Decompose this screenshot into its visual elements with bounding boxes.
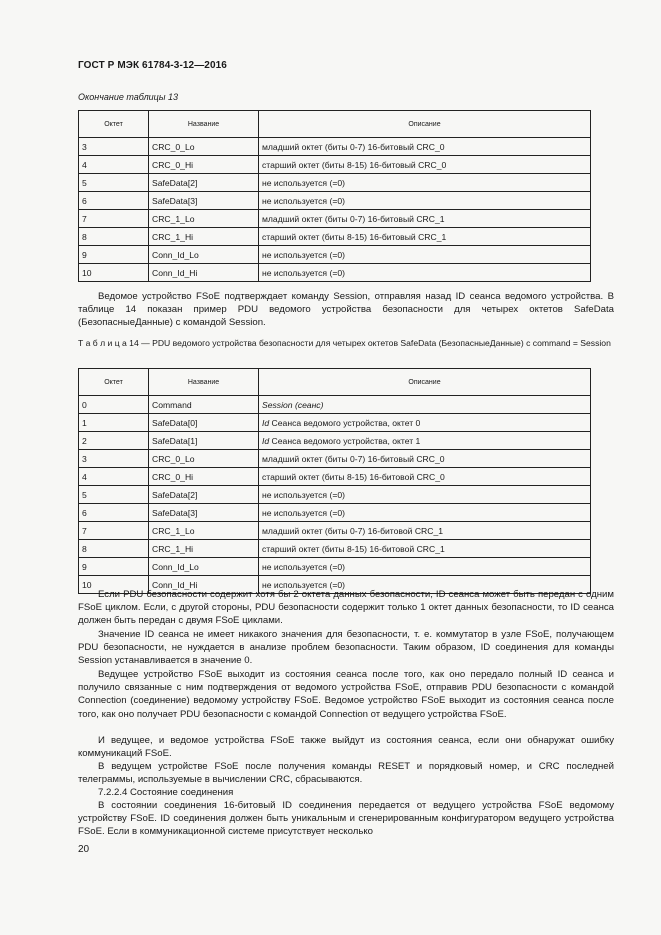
cell-name: CRC_1_Hi (149, 540, 259, 558)
table-row (79, 138, 591, 156)
cell-octet: 5 (79, 486, 149, 504)
document-header: ГОСТ Р МЭК 61784-3-12—2016 (78, 60, 227, 71)
cell-name: CRC_0_Hi (149, 156, 259, 174)
table-row (79, 450, 591, 468)
col-header-description: Описание (259, 111, 591, 138)
cell-octet: 7 (79, 522, 149, 540)
table-row (79, 558, 591, 576)
cell-octet: 8 (79, 540, 149, 558)
cell-description: старший октет (биты 8-15) 16-битовый CRC_1 (259, 228, 591, 246)
table-row (79, 156, 591, 174)
cell-description: не используется (=0) (259, 576, 591, 594)
table-row (79, 192, 591, 210)
cell-octet: 7 (79, 210, 149, 228)
cell-description: старший октет (биты 8-15) 16-битовый CRC_0 (259, 156, 591, 174)
cell-description: Id Сеанса ведомого устройства, октет 1 (259, 432, 591, 450)
cell-name: Command (149, 396, 259, 414)
col-header-name: Название (149, 369, 259, 396)
paragraph-reset: В ведущем устройстве FSoE после получения команды RESET и порядковый номер, и CRC последней телеграммы, используемые в вычислении CRC, сбрасываются. (78, 761, 614, 786)
cell-name: CRC_0_Hi (149, 468, 259, 486)
cell-description: не используется (=0) (259, 246, 591, 264)
table-header-row (79, 369, 591, 396)
cell-description: не используется (=0) (259, 174, 591, 192)
cell-description: не используется (=0) (259, 192, 591, 210)
cell-description: младший октет (биты 0-7) 16-битовый CRC_0 (259, 450, 591, 468)
cell-name: SafeData[0] (149, 414, 259, 432)
col-header-description: Описание (259, 369, 591, 396)
cell-name: CRC_0_Lo (149, 138, 259, 156)
cell-name: Conn_Id_Lo (149, 558, 259, 576)
table-row (79, 246, 591, 264)
col-header-name: Название (149, 111, 259, 138)
cell-name: SafeData[2] (149, 174, 259, 192)
cell-octet: 5 (79, 174, 149, 192)
cell-name: SafeData[1] (149, 432, 259, 450)
cell-name: Conn_Id_Hi (149, 576, 259, 594)
cell-name: CRC_1_Lo (149, 210, 259, 228)
table-row (79, 174, 591, 192)
cell-name: Conn_Id_Hi (149, 264, 259, 282)
cell-name: Conn_Id_Lo (149, 246, 259, 264)
cell-octet: 4 (79, 468, 149, 486)
table-13 (78, 110, 591, 282)
table13-caption: Окончание таблицы 13 (78, 92, 178, 102)
table-row (79, 540, 591, 558)
cell-name: CRC_0_Lo (149, 450, 259, 468)
table14-body (79, 396, 591, 594)
table-row (79, 468, 591, 486)
cell-octet: 2 (79, 432, 149, 450)
table13-body (79, 138, 591, 282)
col-header-octet: Октет (79, 369, 149, 396)
cell-description: не используется (=0) (259, 264, 591, 282)
cell-name: SafeData[3] (149, 192, 259, 210)
cell-octet: 6 (79, 192, 149, 210)
cell-octet: 9 (79, 558, 149, 576)
table-row (79, 264, 591, 282)
cell-description: Session (сеанс) (259, 396, 591, 414)
table-14 (78, 368, 591, 594)
cell-description: младший октет (биты 0-7) 16-битовый CRC_1 (259, 210, 591, 228)
section-heading: 7.2.2.4 Состояние соединения (98, 787, 234, 798)
cell-description: младший октет (биты 0-7) 16-битовый CRC_0 (259, 138, 591, 156)
cell-octet: 1 (79, 414, 149, 432)
cell-description: не используется (=0) (259, 486, 591, 504)
cell-name: CRC_1_Hi (149, 228, 259, 246)
cell-description: не используется (=0) (259, 558, 591, 576)
cell-description: Id Сеанса ведомого устройства, октет 0 (259, 414, 591, 432)
cell-description: старший октет (биты 8-15) 16-битовой CRC_1 (259, 540, 591, 558)
cell-name: SafeData[2] (149, 486, 259, 504)
table-row (79, 210, 591, 228)
cell-name: SafeData[3] (149, 504, 259, 522)
cell-octet: 6 (79, 504, 149, 522)
paragraph-comm-error: И ведущее, и ведомое устройства FSoE также выйдут из состояния сеанса, если они обнаружат ошибку коммуникаций FSoE. (78, 735, 614, 760)
paragraph-session-id-cycles: Если PDU безопасности содержит хотя бы 2 октета данных безопасности, ID сеанса может быть передан с одним FSoE циклом. Если, с другой стороны, PDU безопасности содержит только 1 октет данных безопасности, то ID сеанса должен быть передан с двумя FSoE циклами. (78, 589, 614, 627)
cell-octet: 4 (79, 156, 149, 174)
table-row (79, 522, 591, 540)
cell-description: младший октет (биты 0-7) 16-битовой CRC_1 (259, 522, 591, 540)
table-row (79, 414, 591, 432)
cell-octet: 3 (79, 450, 149, 468)
cell-description: старший октет (биты 8-15) 16-битовой CRC_0 (259, 468, 591, 486)
table-row (79, 432, 591, 450)
table-row (79, 486, 591, 504)
cell-octet: 10 (79, 576, 149, 594)
cell-name: CRC_1_Lo (149, 522, 259, 540)
table-header-row (79, 111, 591, 138)
page-number: 20 (78, 844, 90, 855)
paragraph-connection-state: В состоянии соединения 16-битовый ID соединения передается от ведущего устройства FSoE ведомому устройству FSoE. ID соединения должен быть уникальным и сгенерированным конфигуратором ведущего устройства FSoE. Если в коммуникационной системе присутствует несколько (78, 800, 614, 838)
cell-octet: 9 (79, 246, 149, 264)
table-row (79, 504, 591, 522)
cell-octet: 3 (79, 138, 149, 156)
col-header-octet: Октет (79, 111, 149, 138)
cell-octet: 0 (79, 396, 149, 414)
cell-octet: 10 (79, 264, 149, 282)
cell-octet: 8 (79, 228, 149, 246)
table14-caption: Т а б л и ц а 14 — PDU ведомого устройства безопасности для четырех октетов SafeData (БезопасныеДанные) с command = Session (78, 338, 611, 348)
table-row (79, 228, 591, 246)
paragraph-session-id-value: Значение ID сеанса не имеет никакого значения для безопасности, т. е. коммутатор в узле FSoE, получающем PDU безопасности, не нуждается в анализе проблем безопасности. Таким образом, ID соединения для команды Session устанавливается в значение 0. (78, 629, 614, 667)
table-row (79, 396, 591, 414)
paragraph-exit-session-state: Ведущее устройство FSoE выходит из состояния сеанса после того, как оно передало полный ID сеанса и получило связанные с ним подтверждения от ведомого устройства FSoE, отправив PDU безопасности с командой Connection (соединение) ведомому устройству FSoE. Ведомое устройство FSoE выходит из состояния сеанса после того, как оно получает PDU безопасности с командой Connection от ведущего устройства FSoE. (78, 669, 614, 720)
cell-description: не используется (=0) (259, 504, 591, 522)
paragraph-session-ack: Ведомое устройство FSoE подтверждает команду Session, отправляя назад ID сеанса ведомого устройства. В таблице 14 показан пример PDU ведомого устройства безопасности для четырех октетов SafeData (БезопасныеДанные) с командой Session. (78, 291, 614, 329)
